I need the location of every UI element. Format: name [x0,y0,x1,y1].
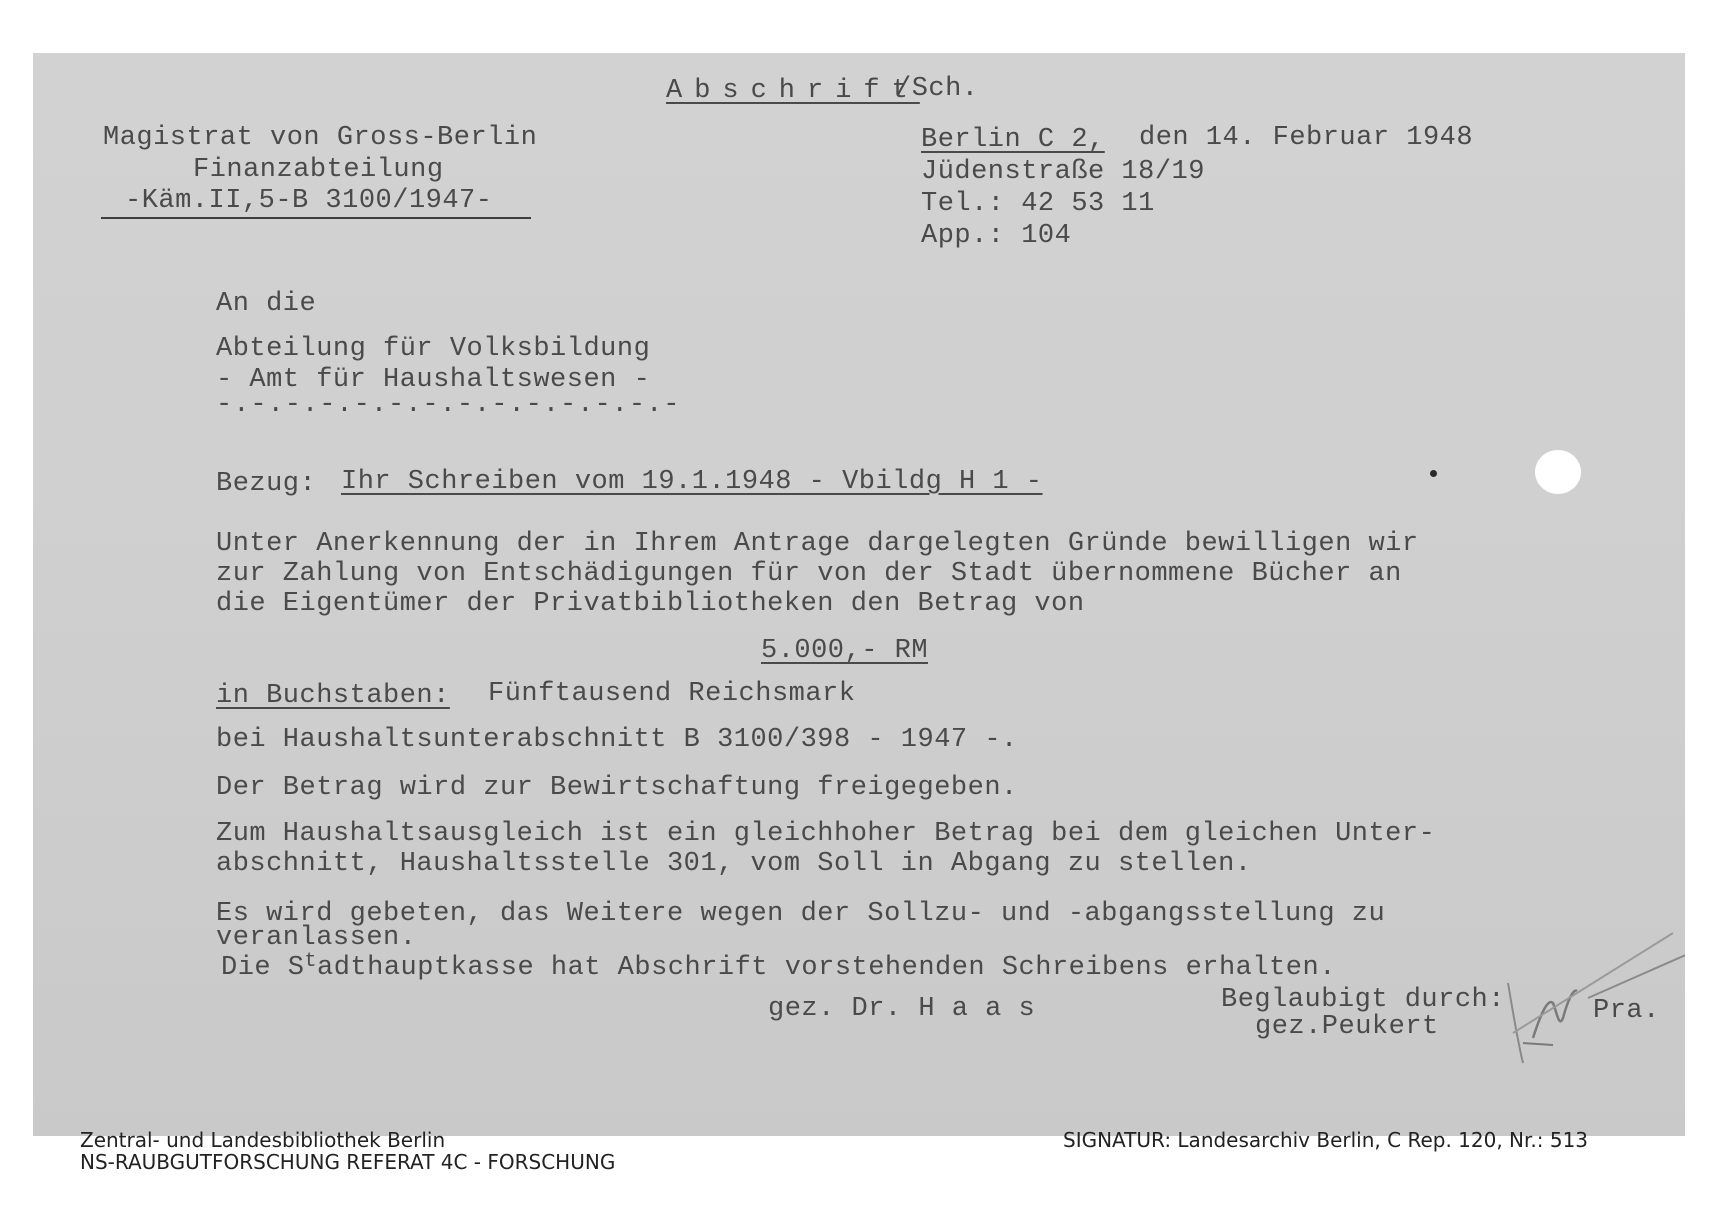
extension: App.: 104 [921,221,1072,251]
request-line-2: veranlassen. [216,923,417,953]
certified-label: Beglaubigt durch: [1221,985,1505,1015]
copy-notice-line: Die $S^tadthauptkasse$ hat Abschrift vorstehenden Schreibens erhalten. [221,950,1336,983]
date: den 14. Februar 1948 [1139,123,1474,153]
certified-name: gez.Peukert [1255,1012,1439,1042]
typed-letter-sheet [33,53,1685,1136]
sender-underline [101,217,531,219]
sender-line-2: Finanzabteilung [193,155,444,185]
body-paragraph-1-line-3: die Eigentümer der Privatbibliotheken den Betrag von [216,589,1085,619]
body-paragraph-1-line-2: zur Zahlung von Entschädigungen für von der Stadt übernommene Bücher an [216,559,1402,589]
amount: 5.000,- RM [761,636,929,666]
reference-text: Ihr Schreiben vom 19.1.1948 - Vbildg H 1 - [341,467,1043,497]
clerk-mark: Pra. [1593,996,1660,1026]
body-paragraph-1-line-1: Unter Anerkennung der in Ihrem Antrage dargelegten Gründe bewilligen wir [216,529,1419,559]
recipient-line-1: Abteilung für Volksbildung [216,334,651,364]
release-line: Der Betrag wird zur Bewirtschaftung freigegeben. [216,773,1018,803]
footer-institution: Zentral- und Landesbibliothek Berlin [80,1128,446,1152]
footer-signature-reference: SIGNATUR: Landesarchiv Berlin, C Rep. 120, Nr.: 513 [1063,1128,1589,1152]
amount-words-label: in Buchstaben: [216,681,450,711]
ink-speck [1430,470,1437,477]
sender-line-1: Magistrat von Gross-Berlin [103,123,538,153]
recipient-divider: -.-.-.-.-.-.-.-.-.-.-.-.-.- [216,390,681,420]
reference-label: Bezug: [216,469,317,499]
street-address: Jüdenstraße 18/19 [921,157,1205,187]
request-line-1: Es wird gebeten, das Weitere wegen der Sollzu- und -abgangsstellung zu [216,899,1386,929]
amount-words-value: Fünftausend Reichsmark [488,679,856,709]
punch-hole [1535,450,1581,494]
document-heading-suffix: /Sch. [895,74,979,104]
document-heading: Abschrift [666,76,920,106]
sender-line-3: -Käm.II,5-B 3100/1947- [125,186,493,216]
telephone: Tel.: 42 53 11 [921,189,1155,219]
footer-department: NS-RAUBGUTFORSCHUNG REFERAT 4C - FORSCHUNG [80,1150,616,1174]
budget-line: bei Haushaltsunterabschnitt B 3100/398 - 1947 -. [216,725,1018,755]
signature-signed: gez. Dr. H a a s [768,994,1036,1024]
balance-line-2: abschnitt, Haushaltsstelle 301, vom Soll in Abgang zu stellen. [216,849,1252,879]
recipient-salutation: An die [216,289,317,319]
balance-line-1: Zum Haushaltsausgleich ist ein gleichhoher Betrag bei dem gleichen Unter- [216,819,1436,849]
recipient-line-2: - Amt für Haushaltswesen - [216,365,651,395]
place: Berlin C 2, [921,125,1105,155]
pencil-stroke [1503,923,1683,1043]
